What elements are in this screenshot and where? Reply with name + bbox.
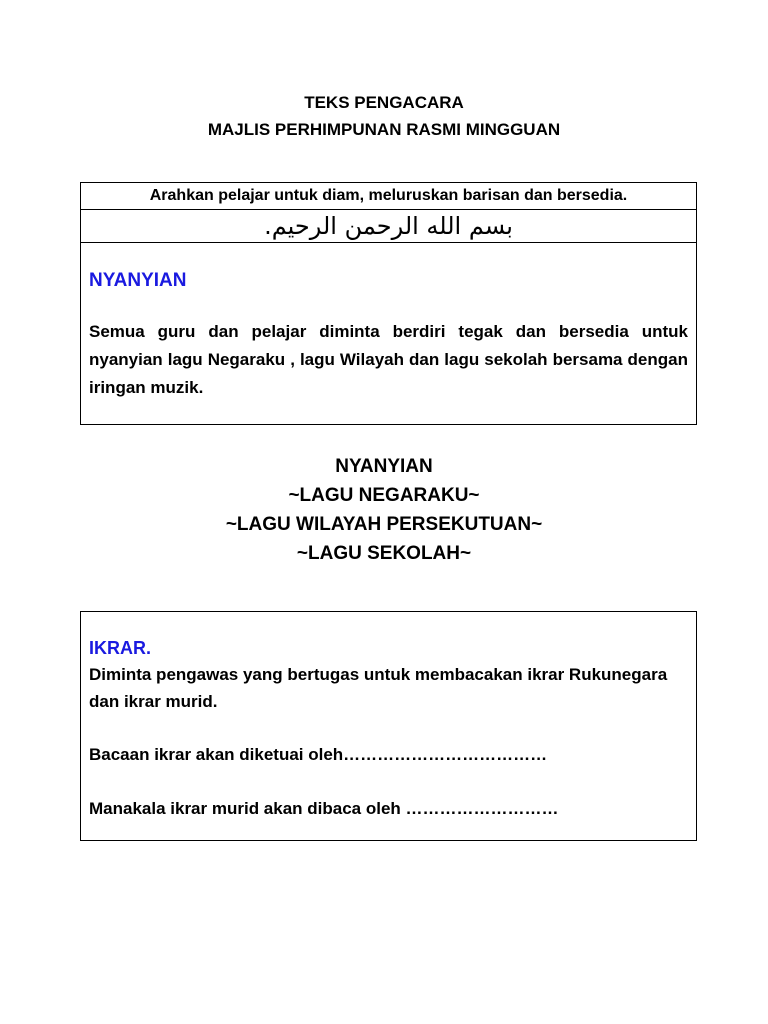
title-line-2: MAJLIS PERHIMPUNAN RASMI MINGGUAN [207,120,561,139]
nyanyian-box-content [81,270,696,402]
nyanyian-heading: NYANYIAN [89,270,187,291]
title-line-1: TEKS PENGACARA [304,93,464,112]
ikrar-box [80,611,697,841]
ikrar-box-content [81,635,696,823]
ikrar-paragraph-3: Manakala ikrar murid akan dibaca oleh ……………………… [89,799,559,818]
ikrar-heading: IKRAR. [89,638,151,658]
nyanyian-box [80,182,697,425]
song-negaraku: ~LAGU NEGARAKU~ [288,485,480,506]
document-title [0,89,768,143]
songs-list [0,452,768,568]
songs-heading: NYANYIAN [335,456,433,477]
ikrar-paragraph-2: Bacaan ikrar akan diketuai oleh……………………………… [89,745,548,764]
nyanyian-paragraph: Semua guru dan pelajar diminta berdiri tegak dan bersedia untuk nyanyian lagu Negaraku , lagu Wilayah dan lagu sekolah bersama dengan iringan muzik. [89,322,688,397]
instruction-text: Arahkan pelajar untuk diam, meluruskan barisan dan bersedia. [81,183,696,210]
song-sekolah: ~LAGU SEKOLAH~ [296,543,472,564]
song-wilayah-persekutuan: ~LAGU WILAYAH PERSEKUTUAN~ [225,514,543,535]
bismillah-text: بسم الله الرحمن الرحيم. [81,210,696,243]
ikrar-paragraph-1: Diminta pengawas yang bertugas untuk membacakan ikrar Rukunegara dan ikrar murid. [89,665,668,711]
